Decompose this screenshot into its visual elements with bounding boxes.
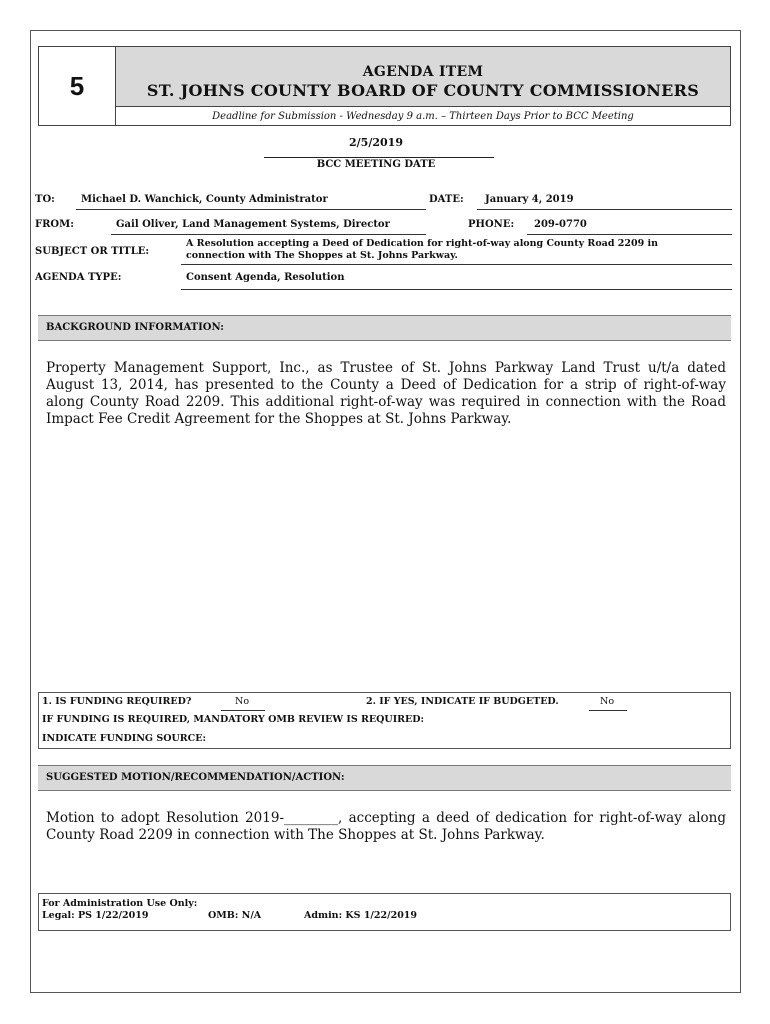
- funding-required-label: 1. IS FUNDING REQUIRED?: [42, 696, 192, 707]
- omb-approval: OMB: N/A: [208, 910, 262, 921]
- legal-approval: Legal: PS 1/22/2019: [42, 910, 149, 921]
- phone-label: PHONE:: [468, 219, 515, 230]
- background-text: Property Management Support, Inc., as Trustee of St. Johns Parkway Land Trust u/t/a dated August 13, 2014, has presented to the County a Deed of Dedication for a strip of right-of-way along County Road 2209. This additional right-of-way was required in connection with the Road Impact Fee Credit Agreement for the Shoppes at St. Johns Parkway.: [46, 360, 726, 427]
- subject-label: SUBJECT OR TITLE:: [35, 246, 150, 257]
- funding-required-value: No: [235, 696, 250, 707]
- background-heading: BACKGROUND INFORMATION:: [38, 315, 731, 341]
- meeting-date: 2/5/2019: [349, 136, 403, 149]
- agenda-item-number: 5: [39, 47, 116, 125]
- meeting-date-rule: [264, 157, 494, 158]
- agenda-type-underline: [181, 289, 732, 290]
- budgeted-label: 2. IF YES, INDICATE IF BUDGETED.: [366, 696, 559, 707]
- board-name: ST. JOHNS COUNTY BOARD OF COUNTY COMMISSIONERS: [146, 81, 700, 100]
- agenda-type-value: Consent Agenda, Resolution: [186, 272, 345, 283]
- motion-text: Motion to adopt Resolution 2019-________, accepting a deed of dedication for right-of-way along County Road 2209 in connection with The Shoppes at St. Johns Parkway.: [46, 810, 726, 843]
- agenda-item-form: [30, 30, 741, 993]
- to-value: Michael D. Wanchick, County Administrator: [81, 194, 328, 205]
- budgeted-underline: [589, 710, 627, 711]
- from-label: FROM:: [35, 219, 74, 230]
- funding-required-underline: [221, 710, 265, 711]
- phone-underline: [527, 234, 732, 235]
- date-label: DATE:: [429, 194, 464, 205]
- admin-approval: Admin: KS 1/22/2019: [304, 910, 418, 921]
- phone-value: 209-0770: [534, 219, 587, 230]
- funding-box: [38, 692, 731, 749]
- subject-line-1: A Resolution accepting a Deed of Dedication for right-of-way along County Road 2209 in: [186, 238, 659, 249]
- agenda-title: AGENDA ITEM: [362, 64, 484, 80]
- admin-use-box: [38, 893, 731, 931]
- agenda-title-block: [116, 47, 730, 107]
- from-underline: [111, 234, 426, 235]
- subject-underline: [181, 264, 732, 265]
- omb-review-label: IF FUNDING IS REQUIRED, MANDATORY OMB REVIEW IS REQUIRED:: [42, 714, 425, 725]
- to-label: TO:: [35, 194, 55, 205]
- submission-deadline: Deadline for Submission - Wednesday 9 a.m. – Thirteen Days Prior to BCC Meeting: [212, 111, 634, 122]
- meeting-date-label: BCC MEETING DATE: [316, 159, 436, 170]
- date-underline: [477, 209, 732, 210]
- agenda-type-label: AGENDA TYPE:: [35, 272, 122, 283]
- budgeted-value: No: [600, 696, 615, 707]
- motion-heading: SUGGESTED MOTION/RECOMMENDATION/ACTION:: [38, 765, 731, 791]
- admin-use-heading: For Administration Use Only:: [42, 898, 198, 909]
- date-value: January 4, 2019: [485, 194, 574, 205]
- from-value: Gail Oliver, Land Management Systems, Director: [116, 219, 390, 230]
- funding-source-label: INDICATE FUNDING SOURCE:: [42, 733, 206, 744]
- to-underline: [76, 209, 426, 210]
- agenda-header: [38, 46, 731, 126]
- subject-line-2: connection with The Shoppes at St. Johns Parkway.: [186, 250, 458, 261]
